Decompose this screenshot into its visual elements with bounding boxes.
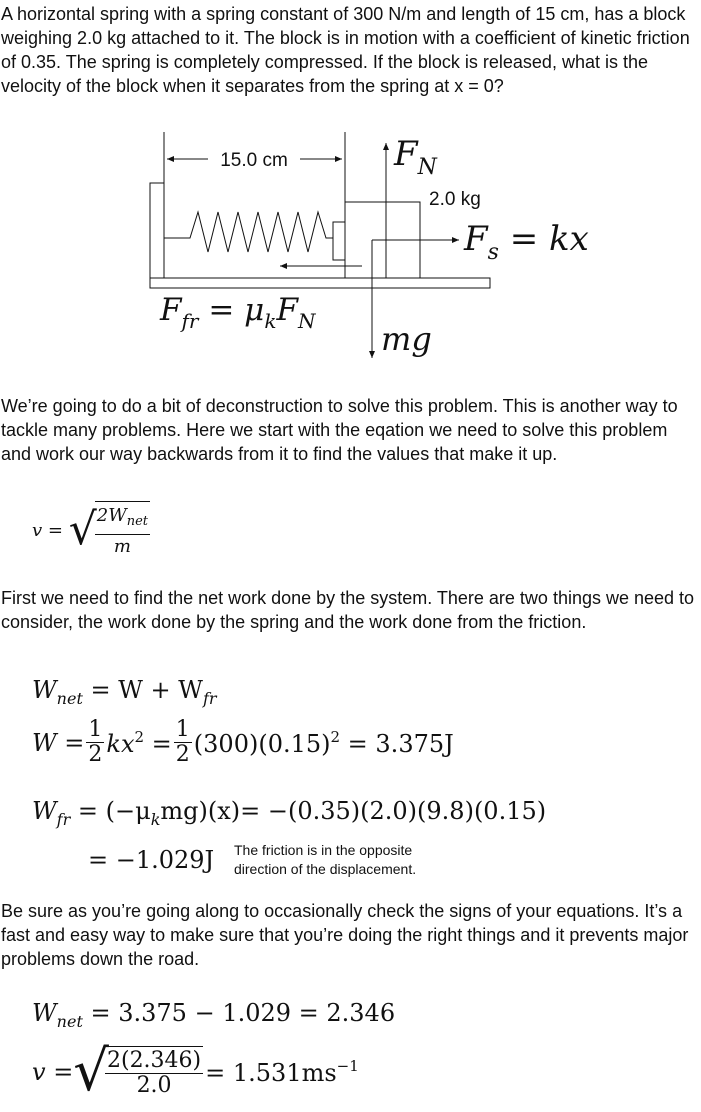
net-work-value: $W_{net} = 3.375 - 1.029 = 2.346$ — [32, 999, 396, 1031]
net-work-intro: First we need to find the net work done by the system. There are two things we need to consider, the work done by the spring and the work done from the friction. — [1, 588, 695, 632]
length-label: 15.0 cm — [220, 150, 288, 171]
friction-work-result: = −1.029J — [88, 846, 215, 874]
floor — [150, 278, 490, 288]
net-work-definition: $W_{net} = W + W_{fr}$ — [32, 676, 217, 708]
velocity-general-equation: v = √ $\frac{2W_{net}}{m}$ — [32, 501, 152, 559]
spring — [164, 212, 333, 252]
velocity-final-equation: v =√ $\frac{2(2.346)}{2.0}$ = $1.531ms^{-1}$ — [32, 1039, 359, 1104]
spring-end-plate — [333, 222, 345, 260]
deconstruction-intro: We’re going to do a bit of deconstruction to solve this problem. This is another way to tackle many problems. Here we start with the eqation we need to solve this problem and work our way backwards from it to find the values that make it up. — [1, 396, 678, 464]
problem-statement: A horizontal spring with a spring constant of 300 N/m and length of 15 cm, has a block weighing 2.0 kg attached to it. The block is in motion with a coefficient of kinetic friction of 0.35. The spring is completely compressed. If the block is released, what is the velocity of the block when it separates from the spring at x = 0? — [1, 4, 690, 96]
spring-work-equation: W = $\frac{1}{2}$ $kx^2$ = $\frac{1}{2}$ $(300)(0.15)^2 = 3.375J$ — [32, 717, 454, 767]
normal-force-label: $F_N$ — [394, 134, 437, 180]
friction-direction-note: The friction is in the opposite direction of the displacement. — [234, 842, 417, 877]
spring-block-diagram — [0, 0, 701, 380]
wall — [150, 183, 164, 278]
friction-force-label: $F_{fr} = \mu_kF_N$ — [160, 292, 316, 333]
friction-work-equation: $W_{fr} = (-\mu_kmg)(x)= -(0.35)(2.0)(9.8)(0.15)$ — [32, 797, 547, 829]
weight-label: mg — [381, 320, 432, 358]
mass-label: 2.0 kg — [429, 189, 481, 210]
sign-check-tip: Be sure as you’re going along to occasionally check the signs of your equations. It’s a fast and easy way to make sure that you’re doing the right things and it prevents major problems down the road. — [1, 901, 689, 969]
spring-force-label: $F_s$ = kx — [464, 219, 589, 265]
